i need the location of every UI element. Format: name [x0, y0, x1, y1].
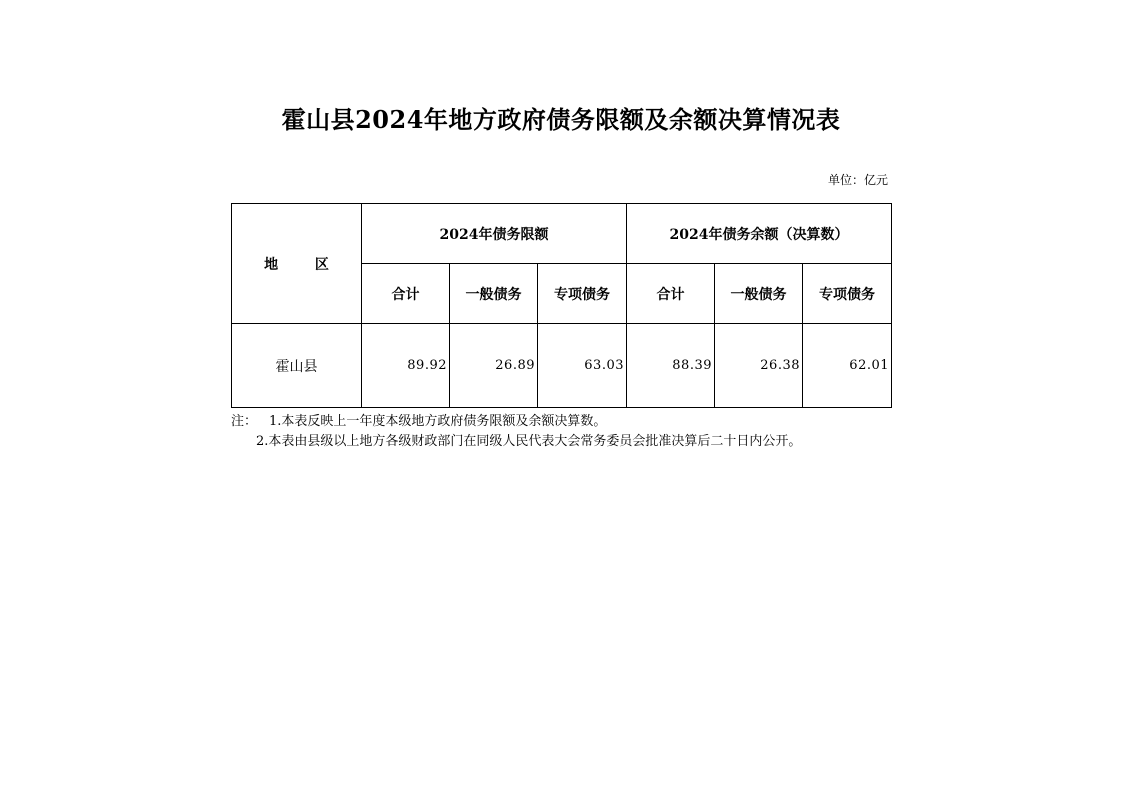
region-cell: 霍山县: [232, 324, 362, 408]
debt-table: [231, 203, 892, 408]
balance-general-header: 一般债务: [715, 264, 803, 324]
notes: [231, 412, 931, 452]
balance-special-header: 专项债务: [803, 264, 892, 324]
balance-group-header: 2024年债务余额（决算数）: [627, 204, 892, 264]
balance-general-cell: 26.38: [715, 324, 803, 408]
balance-total-cell: 88.39: [627, 324, 715, 408]
note-line-1: [231, 412, 931, 432]
limit-special-header: 专项债务: [538, 264, 627, 324]
header-row-groups: [232, 204, 892, 264]
limit-special-cell: 63.03: [538, 324, 627, 408]
limit-total-cell: 89.92: [362, 324, 450, 408]
note-line-2: [231, 432, 931, 452]
page-title: 霍山县2024年地方政府债务限额及余额决算情况表: [281, 105, 841, 134]
balance-special-cell: 62.01: [803, 324, 892, 408]
limit-group-header: 2024年债务限额: [362, 204, 627, 264]
note-item-1: 1.本表反映上一年度本级地方政府债务限额及余额决算数。: [269, 414, 607, 429]
unit-label: 单位：亿元: [827, 173, 888, 187]
table-row: [232, 324, 892, 408]
limit-general-header: 一般债务: [450, 264, 538, 324]
limit-general-cell: 26.89: [450, 324, 538, 408]
region-header: 地 区: [232, 204, 362, 324]
limit-total-header: 合计: [362, 264, 450, 324]
note-prefix: 注：: [231, 414, 258, 429]
balance-total-header: 合计: [627, 264, 715, 324]
note-item-2: 2.本表由县级以上地方各级财政部门在同级人民代表大会常务委员会批准决算后二十日内公开。: [256, 434, 802, 449]
